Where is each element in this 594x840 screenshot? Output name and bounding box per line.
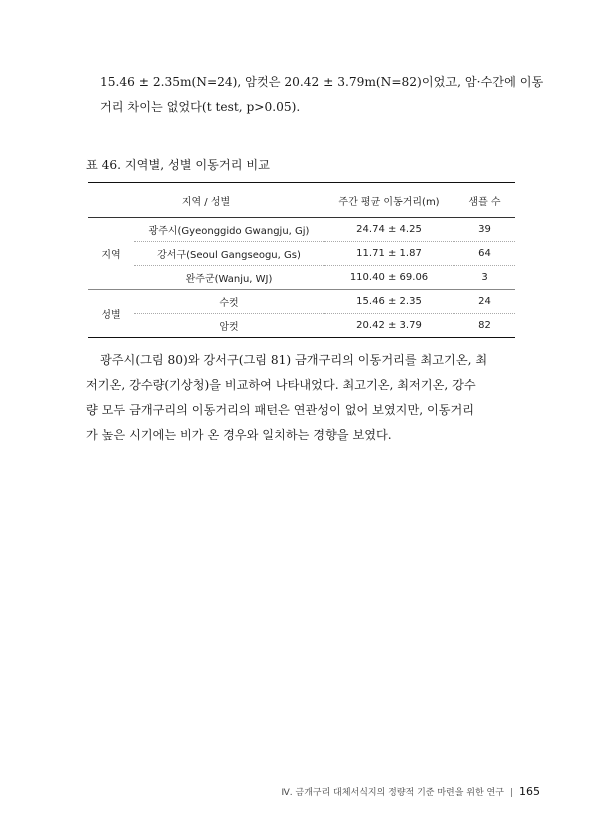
table-row — [88, 290, 515, 314]
intro-line: 거리 차이는 없었다(t test, p>0.05). — [100, 100, 301, 114]
row-name: 광주시(Gyeonggido Gwangju, Gj) — [134, 218, 324, 242]
body-line: 량 모두 금개구리의 이동거리의 패턴은 연관성이 없어 보였지만, 이동거리 — [86, 403, 475, 417]
table-header-row — [88, 183, 515, 218]
group-label-region: 지역 — [88, 218, 134, 290]
body-paragraph — [86, 348, 518, 448]
row-mean: 20.42 ± 3.79 — [324, 314, 454, 338]
row-name: 수컷 — [134, 290, 324, 314]
comparison-table — [88, 182, 515, 338]
row-name: 완주군(Wanju, WJ) — [134, 266, 324, 290]
table-row — [88, 314, 515, 338]
row-n: 39 — [454, 218, 515, 242]
table-row — [88, 242, 515, 266]
intro-paragraph — [86, 70, 544, 120]
header-sample-count: 샘플 수 — [454, 183, 515, 218]
table-row — [88, 266, 515, 290]
page-footer — [281, 785, 540, 798]
row-n: 82 — [454, 314, 515, 338]
intro-line: 15.46 ± 2.35m(N=24), 암컷은 20.42 ± 3.79m(N=82)이었고, 암·수간에 이동 — [100, 75, 544, 89]
header-mean-distance: 주간 평균 이동거리(m) — [324, 183, 454, 218]
row-name: 강서구(Seoul Gangseogu, Gs) — [134, 242, 324, 266]
row-mean: 11.71 ± 1.87 — [324, 242, 454, 266]
row-n: 3 — [454, 266, 515, 290]
row-mean: 110.40 ± 69.06 — [324, 266, 454, 290]
body-line: 광주시(그림 80)와 강서구(그림 81) 금개구리의 이동거리를 최고기온, 최 — [100, 353, 488, 367]
row-mean: 15.46 ± 2.35 — [324, 290, 454, 314]
row-n: 64 — [454, 242, 515, 266]
group-label-sex: 성별 — [88, 290, 134, 338]
row-n: 24 — [454, 290, 515, 314]
footer-separator: | — [509, 788, 513, 798]
row-name: 암컷 — [134, 314, 324, 338]
header-region-sex: 지역 / 성별 — [88, 183, 324, 218]
table-caption: 표 46. 지역별, 성별 이동거리 비교 — [86, 158, 270, 172]
row-mean: 24.74 ± 4.25 — [324, 218, 454, 242]
body-line: 가 높은 시기에는 비가 온 경우와 일치하는 경향을 보였다. — [86, 428, 392, 442]
page-number: 165 — [519, 785, 540, 798]
table-row — [88, 218, 515, 242]
body-line: 저기온, 강수량(기상청)을 비교하여 나타내었다. 최고기온, 최저기온, 강수 — [86, 378, 476, 392]
footer-chapter-title: Ⅳ. 금개구리 대체서식지의 정량적 기준 마련을 위한 연구 — [281, 788, 504, 798]
